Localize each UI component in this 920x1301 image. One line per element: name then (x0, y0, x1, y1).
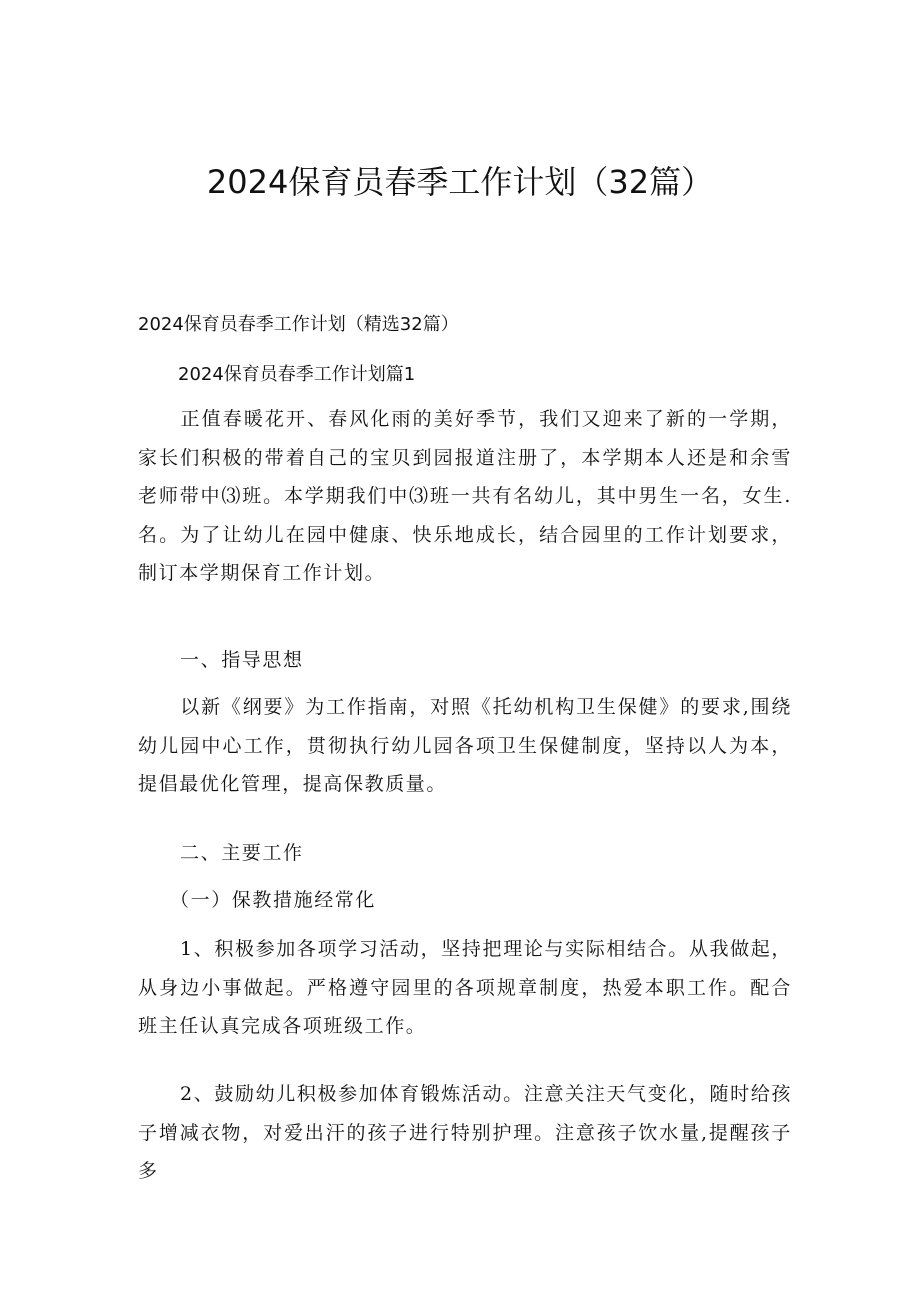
section2-subheading: （一）保教措施经常化 (170, 889, 377, 911)
section1-paragraph (138, 688, 792, 804)
item-1-paragraph (138, 930, 792, 1046)
article-heading: 2024保育员春季工作计划篇1 (178, 364, 416, 385)
intro-paragraph-text: 正值春暖花开、春风化雨的美好季节，我们又迎来了新的一学期，家长们积极的带着自己的宝贝到园报道注册了，本学期本人还是和余雪老师带中⑶班。本学期我们中⑶班一共有名幼儿，其中男生一名，女生.名。为了让幼儿在园中健康、快乐地成长，结合园里的工作计划要求，制订本学期保育工作计划。 (138, 408, 792, 584)
item-2-text: 2、鼓励幼儿积极参加体育锻炼活动。注意关注天气变化，随时给孩子增减衣物，对爱出汗的孩子进行特别护理。注意孩子饮水量,提醒孩子多 (138, 1083, 792, 1182)
document-title: 2024保育员春季工作计划（32篇） (206, 163, 714, 201)
section1-paragraph-text: 以新《纲要》为工作指南，对照《托幼机构卫生保健》的要求,围绕幼儿园中心工作，贯彻执行幼儿园各项卫生保健制度，坚持以人为本，提倡最优化管理，提高保教质量。 (138, 696, 792, 795)
item-2-paragraph (138, 1075, 792, 1191)
document-subtitle: 2024保育员春季工作计划（精选32篇） (138, 314, 459, 335)
section1-heading: 一、指导思想 (180, 649, 304, 671)
item-1-text: 1、积极参加各项学习活动，坚持把理论与实际相结合。从我做起，从身边小事做起。严格遵守园里的各项规章制度，热爱本职工作。配合班主任认真完成各项班级工作。 (138, 938, 792, 1037)
intro-paragraph (138, 400, 792, 593)
section2-heading: 二、主要工作 (180, 842, 304, 864)
